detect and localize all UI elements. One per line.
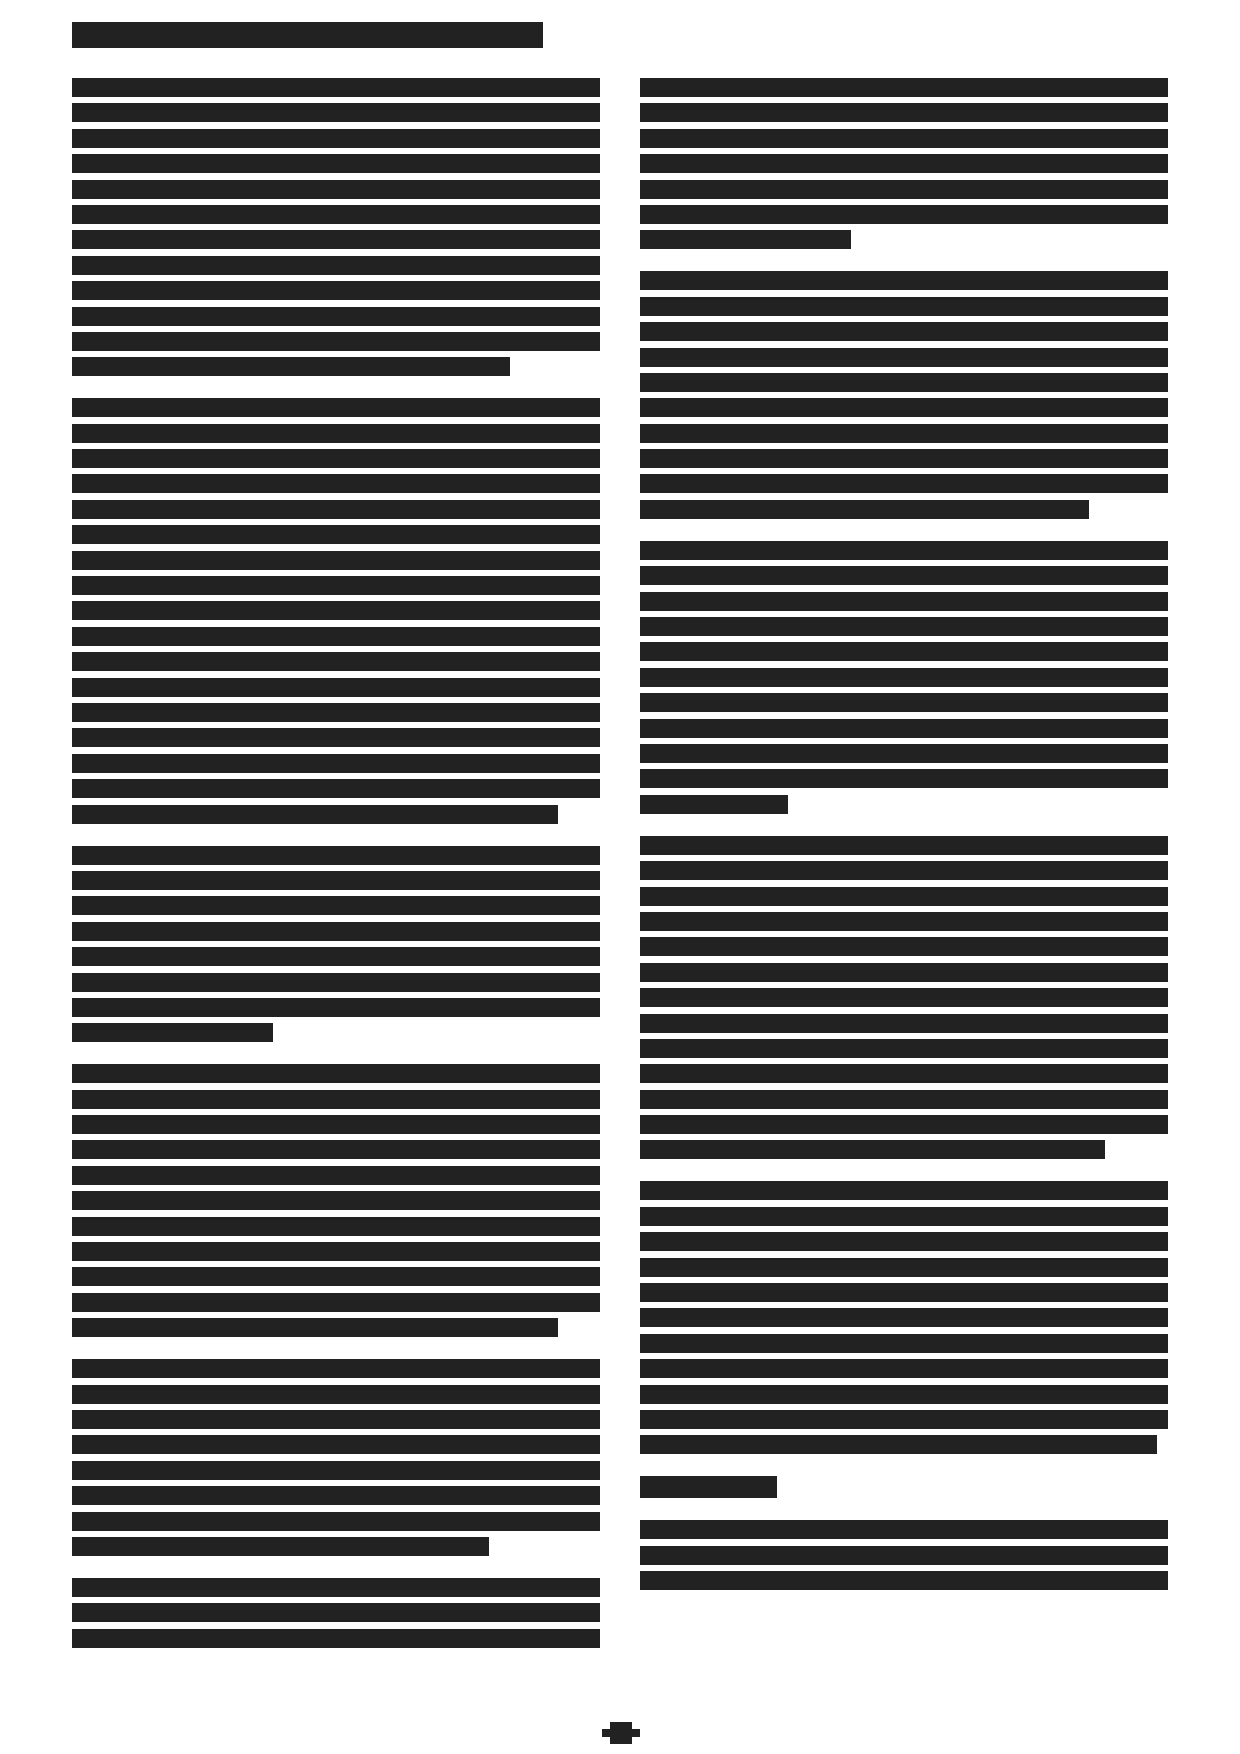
text-line: [72, 1410, 600, 1429]
text-line: [72, 1578, 600, 1597]
text-line: [72, 474, 600, 493]
text-line: [640, 1232, 1168, 1251]
text-line: [72, 1166, 600, 1185]
text-line: [640, 348, 1168, 367]
text-line: [72, 1090, 600, 1109]
text-line: [72, 332, 600, 351]
text-line: [640, 398, 1168, 417]
text-line: [640, 887, 1168, 906]
text-line: [72, 1603, 600, 1622]
text-line: [72, 678, 600, 697]
text-line: [640, 836, 1168, 855]
text-line: [72, 1293, 600, 1312]
text-line: [72, 256, 600, 275]
text-line: [640, 154, 1168, 173]
text-line: [72, 652, 600, 671]
text-line: [640, 592, 1168, 611]
text-line: [72, 779, 600, 798]
text-line: [640, 449, 1168, 468]
text-line: [72, 973, 600, 992]
text-line: [640, 1334, 1168, 1353]
paragraph: [72, 1359, 600, 1556]
text-line: [72, 398, 600, 417]
text-line: [72, 449, 600, 468]
text-line: [72, 601, 600, 620]
text-line: [640, 1258, 1168, 1277]
text-line: [72, 754, 600, 773]
text-line: [640, 1283, 1168, 1302]
text-line: [640, 1571, 1168, 1590]
text-line: [72, 307, 600, 326]
text-line: [640, 719, 1168, 738]
paragraph: [640, 836, 1168, 1160]
text-line: [72, 871, 600, 890]
text-line: [640, 1308, 1168, 1327]
text-line: [640, 963, 1168, 982]
text-line: [72, 1385, 600, 1404]
text-line: [72, 846, 600, 865]
text-line: [640, 1014, 1168, 1033]
text-line: [72, 1461, 600, 1480]
text-line: [72, 78, 600, 97]
text-line: [72, 1064, 600, 1083]
paragraph: [72, 846, 600, 1043]
text-line: [72, 896, 600, 915]
text-line: [72, 1435, 600, 1454]
paragraph: [72, 78, 600, 376]
text-line: [72, 500, 600, 519]
text-line: [72, 1140, 600, 1159]
text-line: [640, 1115, 1168, 1134]
text-line: [640, 271, 1168, 290]
text-line: [640, 322, 1168, 341]
paragraph: [640, 1520, 1168, 1590]
text-line: [72, 154, 600, 173]
text-line: [72, 1023, 273, 1042]
text-line: [640, 861, 1168, 880]
paragraph: [640, 541, 1168, 814]
text-line: [72, 129, 600, 148]
text-line: [640, 642, 1168, 661]
text-line: [640, 373, 1168, 392]
paragraph: [72, 398, 600, 823]
text-line: [72, 1318, 558, 1337]
page-number-glyph: [610, 1722, 632, 1744]
page-number: [602, 1722, 640, 1744]
text-line: [640, 424, 1168, 443]
text-line: [640, 1181, 1168, 1200]
text-line: [640, 1090, 1168, 1109]
text-line: [640, 1435, 1157, 1454]
text-line: [640, 769, 1168, 788]
paragraph: [640, 271, 1168, 519]
text-line: [72, 1115, 600, 1134]
text-line: [640, 912, 1168, 931]
text-line: [640, 744, 1168, 763]
text-line: [640, 566, 1168, 585]
text-line: [72, 998, 600, 1017]
text-line: [640, 1064, 1168, 1083]
text-line: [72, 525, 600, 544]
text-line: [640, 500, 1089, 519]
text-line: [640, 297, 1168, 316]
text-line: [72, 551, 600, 570]
text-line: [640, 1359, 1168, 1378]
text-line: [640, 1410, 1168, 1429]
text-line: [640, 1546, 1168, 1565]
text-line: [72, 180, 600, 199]
paragraph: [640, 1181, 1168, 1454]
text-line: [72, 1512, 600, 1531]
text-line: [72, 1242, 600, 1261]
left-column: [72, 78, 600, 1670]
text-line: [640, 541, 1168, 560]
right-column: [640, 78, 1168, 1612]
text-line: [640, 1140, 1105, 1159]
text-line: [72, 1191, 600, 1210]
section-heading: [640, 1476, 777, 1498]
text-line: [640, 937, 1168, 956]
text-line: [640, 78, 1168, 97]
paragraph: [72, 1578, 600, 1648]
text-line: [72, 205, 600, 224]
text-line: [72, 281, 600, 300]
text-line: [72, 805, 558, 824]
text-line: [640, 988, 1168, 1007]
text-line: [72, 424, 600, 443]
text-line: [72, 1486, 600, 1505]
text-line: [640, 1385, 1168, 1404]
text-line: [72, 1267, 600, 1286]
text-line: [72, 627, 600, 646]
text-line: [640, 795, 788, 814]
text-line: [640, 205, 1168, 224]
text-line: [72, 1359, 600, 1378]
running-header: [72, 22, 543, 48]
text-line: [72, 728, 600, 747]
paragraph: [72, 1064, 600, 1337]
paragraph: [640, 78, 1168, 249]
text-line: [72, 703, 600, 722]
text-line: [72, 230, 600, 249]
text-line: [640, 103, 1168, 122]
text-line: [640, 617, 1168, 636]
text-line: [72, 1629, 600, 1648]
text-line: [72, 1537, 489, 1556]
text-line: [640, 230, 851, 249]
text-line: [640, 180, 1168, 199]
text-line: [640, 129, 1168, 148]
text-line: [640, 1039, 1168, 1058]
text-line: [640, 1520, 1168, 1539]
text-line: [72, 357, 510, 376]
text-line: [640, 668, 1168, 687]
text-line: [72, 922, 600, 941]
text-line: [640, 693, 1168, 712]
text-line: [72, 947, 600, 966]
text-line: [640, 1207, 1168, 1226]
text-line: [72, 576, 600, 595]
text-line: [72, 1217, 600, 1236]
text-line: [72, 103, 600, 122]
text-line: [640, 474, 1168, 493]
